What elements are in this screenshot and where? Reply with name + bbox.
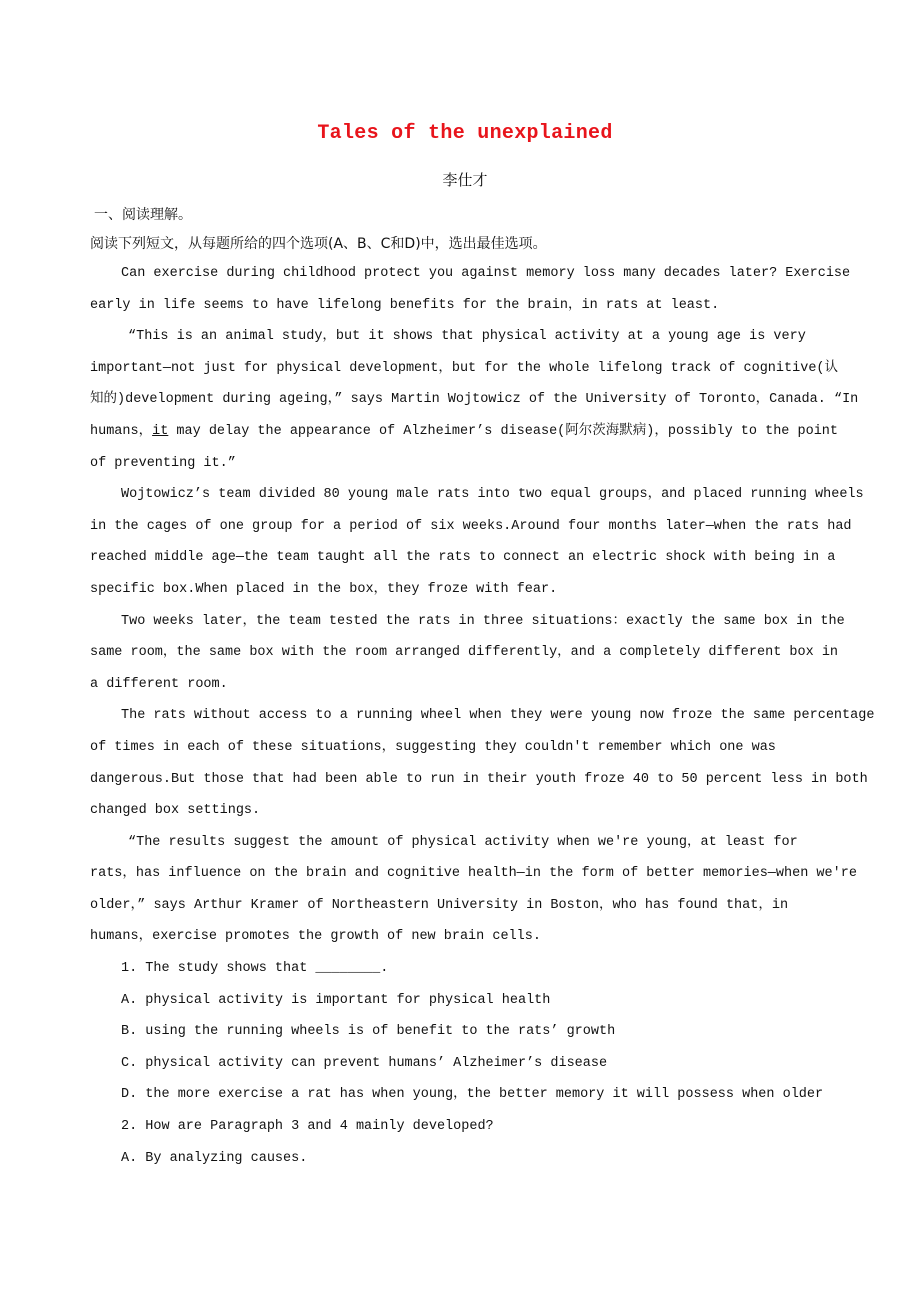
text-line: 知的)development during ageing，” says Martin Wojtowicz of the University of Toronto，Canada. “In [90, 392, 859, 408]
text-line [90, 416, 900, 448]
question-2: 2. How are Paragraph 3 and 4 mainly developed? [121, 1119, 494, 1135]
text-line: important—not just for physical development，but for the whole lifelong track of cognitive(认 [90, 360, 839, 376]
text-span: humans， [90, 423, 153, 439]
text-line: specific box.When placed in the box，they froze with fear. [90, 581, 558, 597]
text-line: same room，the same box with the room arranged differently，and a completely different box in [90, 645, 839, 661]
text-line: reached middle age—the team taught all the rats to connect an electric shock with being in a [90, 550, 836, 566]
text-line: rats，has influence on the brain and cognitive health—in the form of better memories—when we're [90, 866, 857, 882]
option-c: C. physical activity can prevent humans’ Alzheimer’s disease [121, 1055, 608, 1071]
text-line: of preventing it.” [90, 455, 236, 471]
instructions: 阅读下列短文，从每题所给的四个选项(A、B、C和D)中，选出最佳选项。 [90, 236, 547, 252]
text-span: may delay the appearance of Alzheimer’s disease(阿尔茨海默病)，possibly to the point [168, 423, 839, 439]
option-b: B. using the running wheels is of benefit to the rats’ growth [121, 1024, 616, 1040]
text-line: “The results suggest the amount of physical activity when we're young，at least for [128, 834, 798, 850]
underlined-word: it [152, 423, 169, 439]
document-title: Tales of the unexplained [317, 122, 613, 145]
passage [90, 258, 900, 1174]
text-line: of times in each of these situations，suggesting they couldn't remember which one was [90, 739, 776, 755]
text-line: early in life seems to have lifelong benefits for the brain，in rats at least. [90, 297, 720, 313]
text-line: The rats without access to a running wheel when they were young now froze the same percentage [121, 708, 875, 724]
text-line: “This is an animal study，but it shows that physical activity at a young age is very [128, 329, 806, 345]
option-d: D. the more exercise a rat has when young，the better memory it will possess when older [121, 1087, 824, 1103]
author: 李仕才 [442, 171, 488, 189]
text-line: Can exercise during childhood protect you against memory loss many decades later? Exercise [121, 266, 851, 281]
question-1: 1. The study shows that ________. [121, 961, 389, 977]
option-a: A. By analyzing causes. [121, 1150, 308, 1166]
text-line: changed box settings. [90, 803, 261, 819]
text-line: Two weeks later，the team tested the rats in three situations：exactly the same box in the [121, 613, 845, 629]
option-a: A. physical activity is important for physical health [121, 992, 551, 1008]
text-line: a different room. [90, 676, 228, 692]
text-line: humans，exercise promotes the growth of new brain cells. [90, 929, 541, 945]
text-line: Wojtowicz’s team divided 80 young male rats into two equal groups，and placed running wheels [121, 487, 864, 503]
text-line: older，” says Arthur Kramer of Northeastern University in Boston，who has found that，in [90, 897, 789, 913]
section-heading: 一、阅读理解。 [94, 207, 192, 223]
text-line: in the cages of one group for a period of six weeks.Around four months later—when the rats had [90, 518, 852, 534]
text-line: dangerous.But those that had been able to run in their youth froze 40 to 50 percent less in both [90, 771, 868, 787]
